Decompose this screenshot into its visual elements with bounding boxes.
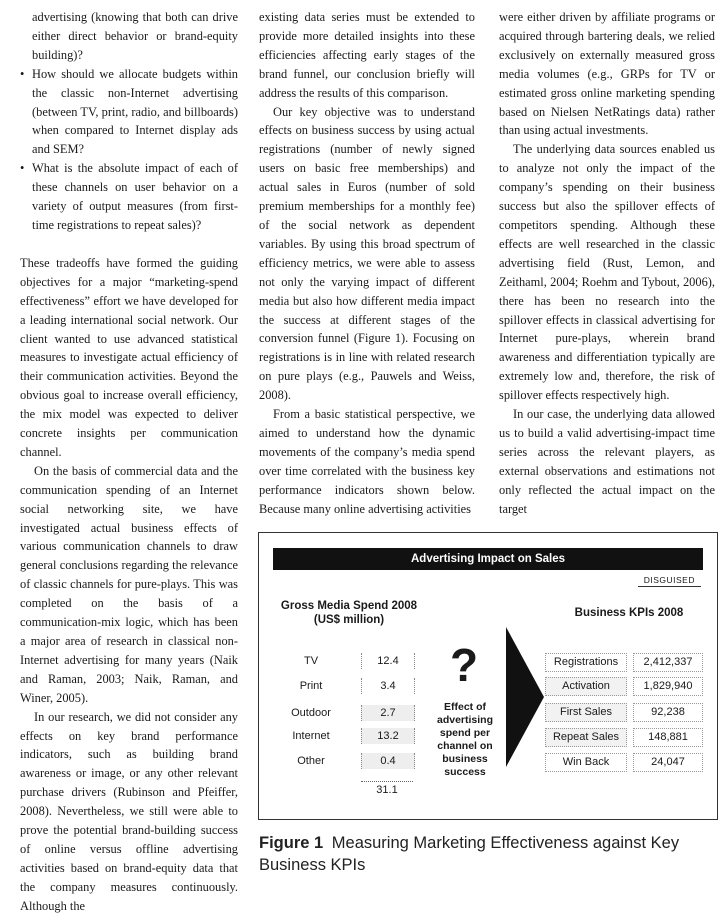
paragraph: From a basic statistical perspective, we aimed to understand how the dynamic movements of the company’s media spend over time correlated with the business key performance indicators shown below. Because many online advertising activities — [259, 407, 475, 516]
kpi-row — [545, 728, 705, 746]
paragraph: In our research, we did not consider any effects on key brand performance indicators, such as building brand awareness or image, or any other relevant purchase drivers (Rubinson and Pfeiffer, 2008). Nevertheless, we still were able to prove the potential brand-building success of online versus offline advertising activities based on brand-equity data that the company measures continuously. Although the — [20, 709, 238, 913]
spend-row — [275, 728, 430, 746]
kpi-label: Win Back — [545, 753, 627, 772]
paragraph: were either driven by affiliate programs or acquired through bartering deals, we relied exclusively on externally measured gross media volumes (e.g., GRPs for TV or estimated gross online marketing spending based on Nielsen NetRatings data) rather than using actual investments. — [499, 10, 715, 138]
paragraph: existing data series must be extended to provide more detailed insights into these efficiencies affecting early stages of the brand funnel, our conclusion briefly will address the results of this comparison. — [259, 10, 475, 100]
disguised-tag: DISGUISED — [638, 575, 701, 587]
paragraph: The underlying data sources enabled us to analyze not only the impact of the company’s spending on their business success but also the spillover effects of competitors spending. Although these effects are well researched in the classic advertising field (Rust, Lemon, and Zeithaml, 2004; Roehm and Tybout, 2006), there has been no research into the spillover effects in classical advertising for Internet pure-plays, wherein brand awareness and differentiation typically are extremely low and, therefore, the risk of spillover effects respectively high. — [499, 142, 715, 403]
paragraph: On the basis of commercial data and the communication spending of an Internet social networking site, we have investigated actual business effects of various communication channels to draw general conclusions regarding the relevance of classic channels for pure-plays. This was completed on the basis of a communication-mix logic, which has been a major area of research in classical non-Internet advertising for many years (Naik and Raman, 2003; Naik, Raman, and Winer, 2005). — [20, 463, 238, 705]
spend-value: 3.4 — [361, 678, 415, 694]
kpi-row — [545, 653, 705, 671]
kpi-value: 1,829,940 — [633, 677, 703, 696]
kpi-label: First Sales — [545, 703, 627, 722]
figure-caption-text: Measuring Marketing Effectiveness against Key Business KPIs — [259, 834, 680, 874]
kpi-value: 24,047 — [633, 753, 703, 772]
spend-value: 13.2 — [361, 728, 415, 744]
kpi-value: 148,881 — [633, 728, 703, 747]
spend-row — [275, 753, 430, 771]
question-mark-icon: ? — [449, 639, 479, 691]
business-kpis-header: Business KPIs 2008 — [574, 607, 684, 619]
bullet-item: • What is the absolute impact of each of these channels on user behavior on a variety of output measures (from first-time registrations to repeat sales)? — [32, 159, 238, 235]
figure-label: Figure 1 — [259, 834, 324, 852]
spend-row — [275, 653, 430, 671]
kpi-value: 92,238 — [633, 703, 703, 722]
figure-1 — [258, 532, 718, 820]
spend-value: 2.7 — [361, 705, 415, 721]
kpi-row — [545, 703, 705, 721]
spend-total: 31.1 — [361, 781, 413, 796]
kpi-label: Activation — [545, 677, 627, 696]
kpi-row — [545, 677, 705, 695]
figure-title: Advertising Impact on Sales — [273, 548, 703, 570]
kpi-label: Registrations — [545, 653, 627, 672]
bullet-continuation: advertising (knowing that both can drive either direct behavior or brand-equity building)? — [32, 10, 238, 62]
spend-label: Outdoor — [291, 707, 331, 719]
spend-row — [275, 678, 430, 696]
text-column-2 — [259, 8, 475, 518]
paragraph: Our key objective was to understand effects on business success by using actual registrations (number of newly signed users on basic free memberships) and actual sales in Euros (number of sold premium memberships for a monthly fee) of the social network as dependent variables. By using this broad spectrum of efficiency metrics, we were able to assess not only the varying impact of different media but also how different media impact the success at different stages of the conversion funnel (Figure 1). Focusing on registrations is in line with related research on pure plays (e.g., Pauwels and Weiss, 2008). — [259, 104, 475, 403]
paragraph: These tradeoffs have formed the guiding objectives for a major “marketing-spend effectiveness” effort we have developed for a leading international social network. Our client wanted to use advanced statistical measures to investigate actual efficiency of their communication activities. Beyond the obvious goal to increase overall efficiency, the mix model was expected to deliver concrete insights per communication channel. — [20, 255, 238, 459]
spend-label: Other — [297, 755, 325, 767]
kpi-value: 2,412,337 — [633, 653, 703, 672]
effect-text: Effect of advertising spend per channel on business success — [436, 701, 494, 778]
gross-media-spend-header: Gross Media Spend 2008 (US$ million) — [280, 600, 418, 626]
bullet-item: • How should we allocate budgets within the classic non-Internet advertising (between TV, print, radio, and billboards) when compared to Internet display ads and SEM? — [32, 65, 238, 160]
spend-label: Internet — [292, 730, 330, 742]
chevron-right-icon — [506, 627, 546, 767]
spend-value: 12.4 — [361, 653, 415, 669]
bullet-list — [20, 65, 238, 235]
kpi-row — [545, 753, 705, 771]
text-column-3 — [499, 8, 715, 518]
text-column-1 — [20, 8, 238, 916]
spend-value: 0.4 — [361, 753, 415, 769]
spend-label: TV — [303, 655, 319, 667]
spend-label: Print — [299, 680, 323, 692]
paragraph: In our case, the underlying data allowed us to build a valid advertising-impact time series across the relevant players, as external observations and estimations not only reflected the actual impact on the target — [499, 407, 715, 516]
spend-row — [275, 705, 430, 723]
figure-caption — [259, 832, 719, 876]
kpi-label: Repeat Sales — [545, 728, 627, 747]
